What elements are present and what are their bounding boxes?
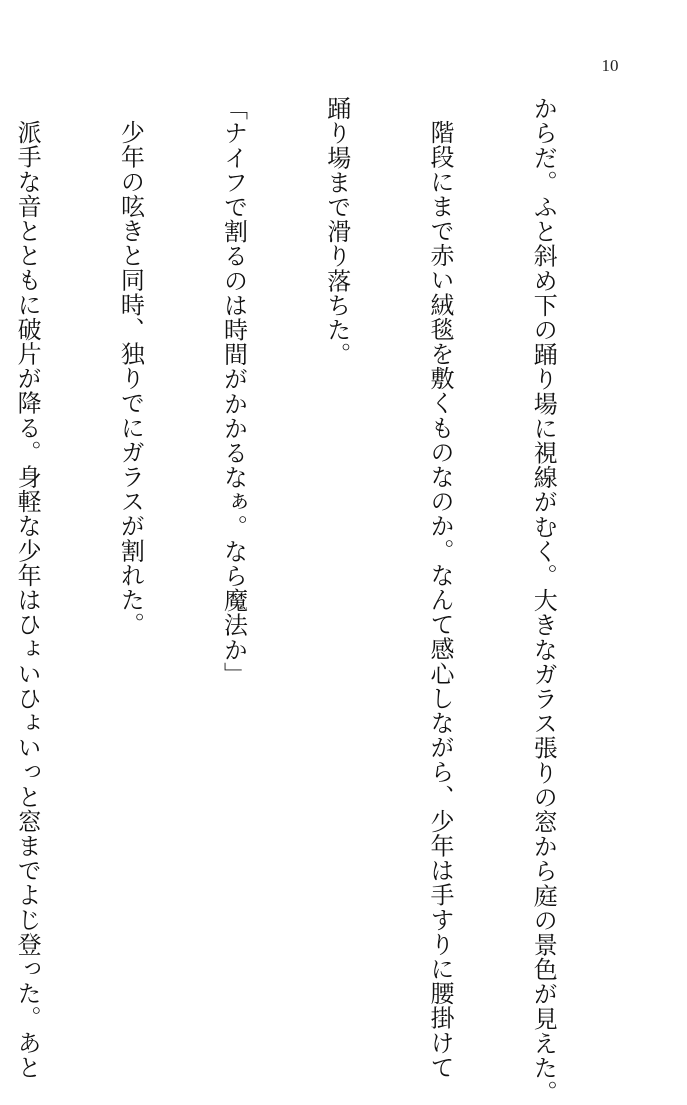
text-line: 踊り場まで滑り落ちた。 [322, 96, 351, 367]
body-text [0, 96, 629, 1105]
text-line: 階段にまで赤い絨毯を敷くものなのか。なんて感心しながら、少年は手すりに腰掛けて [425, 120, 454, 1080]
text-line: 少年の呟きと同時、独りでにガラスが割れた。 [116, 120, 145, 637]
text-line: 派手な音とともに破片が降る。身軽な少年はひょいひょいっと窓までよじ登った。あと [13, 120, 42, 1080]
text-line: からだ。ふと斜め下の踊り場に視線がむく。大きなガラス張りの窓から庭の景色が見えた。 [529, 96, 558, 1105]
page-number: 10 [601, 56, 619, 75]
dialogue-line: 「ナイフで割るのは時間がかかるなぁ。なら魔法か」 [219, 96, 248, 687]
